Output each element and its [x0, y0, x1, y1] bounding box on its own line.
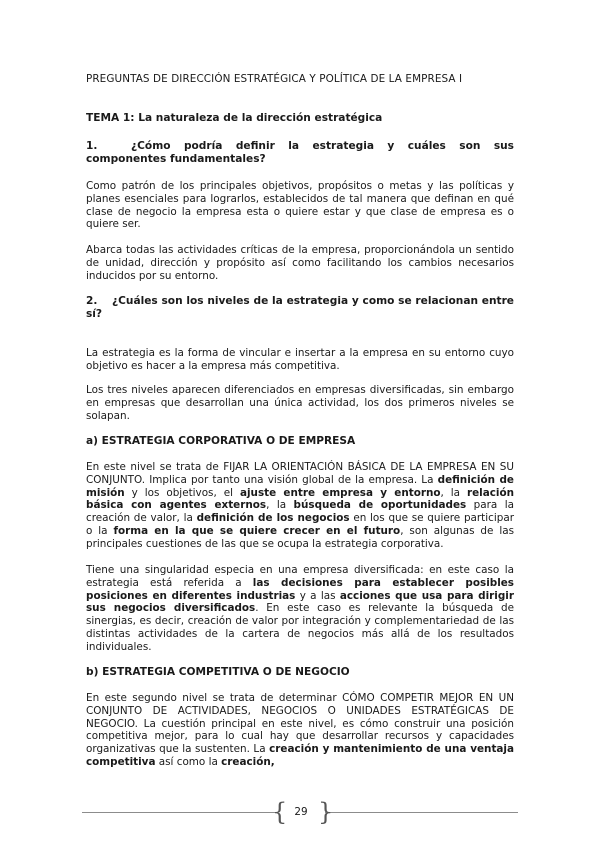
text-run: para la creación de valor, la: [86, 499, 514, 525]
bold-run: relación básica con agentes externos: [86, 486, 514, 512]
text-run: En este nivel se trata de FIJAR LA ORIENTACIÓN BÁSICA DE LA EMPRESA EN SU CONJUNTO. Implica por tanto una visión global de la empresa. La: [86, 461, 514, 486]
tema-title: TEMA 1: La naturaleza de la dirección estratégica: [86, 112, 383, 124]
page-number: 29: [294, 806, 308, 818]
question-2: [86, 295, 514, 321]
footer-rule-left: [82, 812, 277, 813]
section-b-heading: b) ESTRATEGIA COMPETITIVA O DE NEGOCIO: [86, 666, 350, 678]
footer-rule-right: [325, 812, 518, 813]
section-a-paragraph-1: [86, 461, 514, 551]
q1-paragraph-1: Como patrón de los principales objetivos, propósitos o metas y las políticas y planes esenciales para lograrlos, establecidos de tal manera que definan en qué clase de negocio la empresa esta o quiere estar y que clase de empresa es o quiere ser.: [86, 180, 514, 231]
footer-brace-left-icon: {: [272, 798, 288, 826]
question-1-text: ¿Cómo podría definir la estrategia y cuáles son sus componentes fundamentales?: [86, 140, 514, 165]
question-2-number: 2.: [86, 295, 98, 307]
text-run: . En este caso es relevante la búsqueda de sinergias, es decir, creación de valor por integración y complementariedad de las distintas actividades de la cartera de negocios más allá de los resultados individuales.: [86, 602, 514, 653]
q2-paragraph-2: Los tres niveles aparecen diferenciados en empresas diversificadas, sin embargo en empresas que desarrollan una única actividad, los dos primeros niveles se solapan.: [86, 384, 514, 422]
bold-run: acciones que usa para dirigir sus negocios diversificados: [86, 589, 514, 615]
document-title: PREGUNTAS DE DIRECCIÓN ESTRATÉGICA Y POLÍTICA DE LA EMPRESA I: [86, 73, 463, 85]
text-run: En este segundo nivel se trata de determinar CÓMO COMPETIR MEJOR EN UN CONJUNTO DE ACTIVIDADES, NEGOCIOS O UNIDADES ESTRATÉGICAS DE NEGOCIO. La cuestión principal en este nivel, es cómo construir una posición competitiva mejor, para lo cual hay que desarrollar recursos y capacidades organizativas que la sustenten. La: [86, 692, 514, 756]
text-run: , son algunas de las principales cuestiones de las que se ocupa la estrategia corporativa.: [86, 524, 515, 550]
bold-run: definición de misión: [86, 473, 514, 499]
text-run: y los objetivos, el: [124, 486, 240, 499]
bold-run: creación,: [221, 755, 275, 768]
bold-run: forma en la que se quiere crecer en el futuro: [113, 524, 401, 537]
text-run: así como la: [155, 755, 222, 768]
text-run: y a las: [295, 589, 340, 602]
section-a-heading: a) ESTRATEGIA CORPORATIVA O DE EMPRESA: [86, 435, 356, 447]
section-a-paragraph-2: [86, 564, 514, 654]
bold-run: búsqueda de oportunidades: [293, 499, 467, 512]
footer-brace-right-icon: }: [318, 798, 334, 826]
text-run: en los que se quiere participar o la: [86, 512, 514, 537]
bold-run: definición de los negocios: [196, 512, 350, 525]
bold-run: creación y mantenimiento de una ventaja competitiva: [86, 743, 514, 768]
section-b-paragraph-1: [86, 692, 514, 769]
text-run: , la: [440, 486, 467, 499]
bold-run: las decisiones para establecer posibles posiciones en diferentes industrias: [86, 576, 514, 602]
q2-paragraph-1: La estrategia es la forma de vincular e insertar a la empresa en su entorno cuyo objetivo es hacer a la empresa más competitiva.: [86, 347, 514, 372]
question-2-text: ¿Cuáles son los niveles de la estrategia y como se relacionan entre sí?: [86, 295, 514, 320]
bold-run: ajuste entre empresa y entorno: [239, 486, 441, 499]
question-1-number: 1.: [86, 140, 98, 152]
question-1: [86, 140, 514, 166]
q1-paragraph-2: Abarca todas las actividades críticas de la empresa, proporcionándola un sentido de unidad, dirección y propósito así como facilitando los cambios necesarios inducidos por su entorno.: [86, 244, 514, 282]
text-run: , la: [266, 499, 294, 512]
text-run: Tiene una singularidad especia en una empresa diversificada: en este caso la estrategia está referida a: [86, 564, 514, 589]
